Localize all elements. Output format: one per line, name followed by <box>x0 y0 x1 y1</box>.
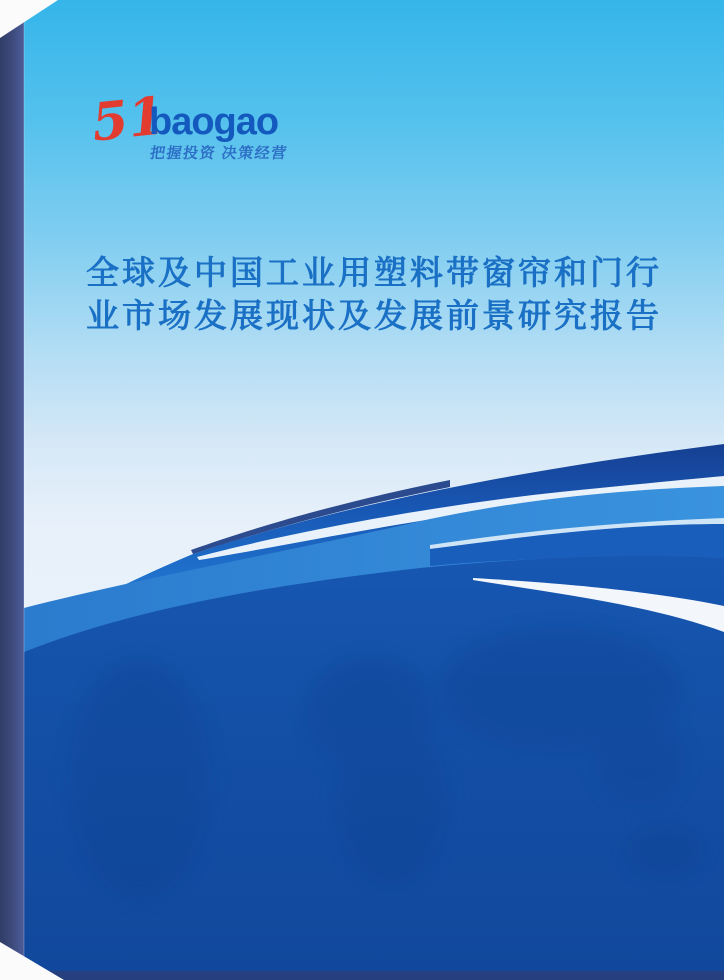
logo-wordmark: baogao <box>149 101 279 143</box>
title-line-2: 业市场发展现状及发展前景研究报告 <box>86 297 662 334</box>
bottom-edge-strip <box>23 971 724 980</box>
title-line-1: 全球及中国工业用塑料带窗帘和门行 <box>86 254 662 291</box>
logo-mark-51: 51 <box>88 85 168 154</box>
report-title <box>30 251 718 337</box>
spine-cover-edge <box>23 0 25 980</box>
logo <box>88 85 312 166</box>
logo-tagline: 把握投资 决策经营 <box>148 145 289 162</box>
cover-spine <box>0 0 24 980</box>
